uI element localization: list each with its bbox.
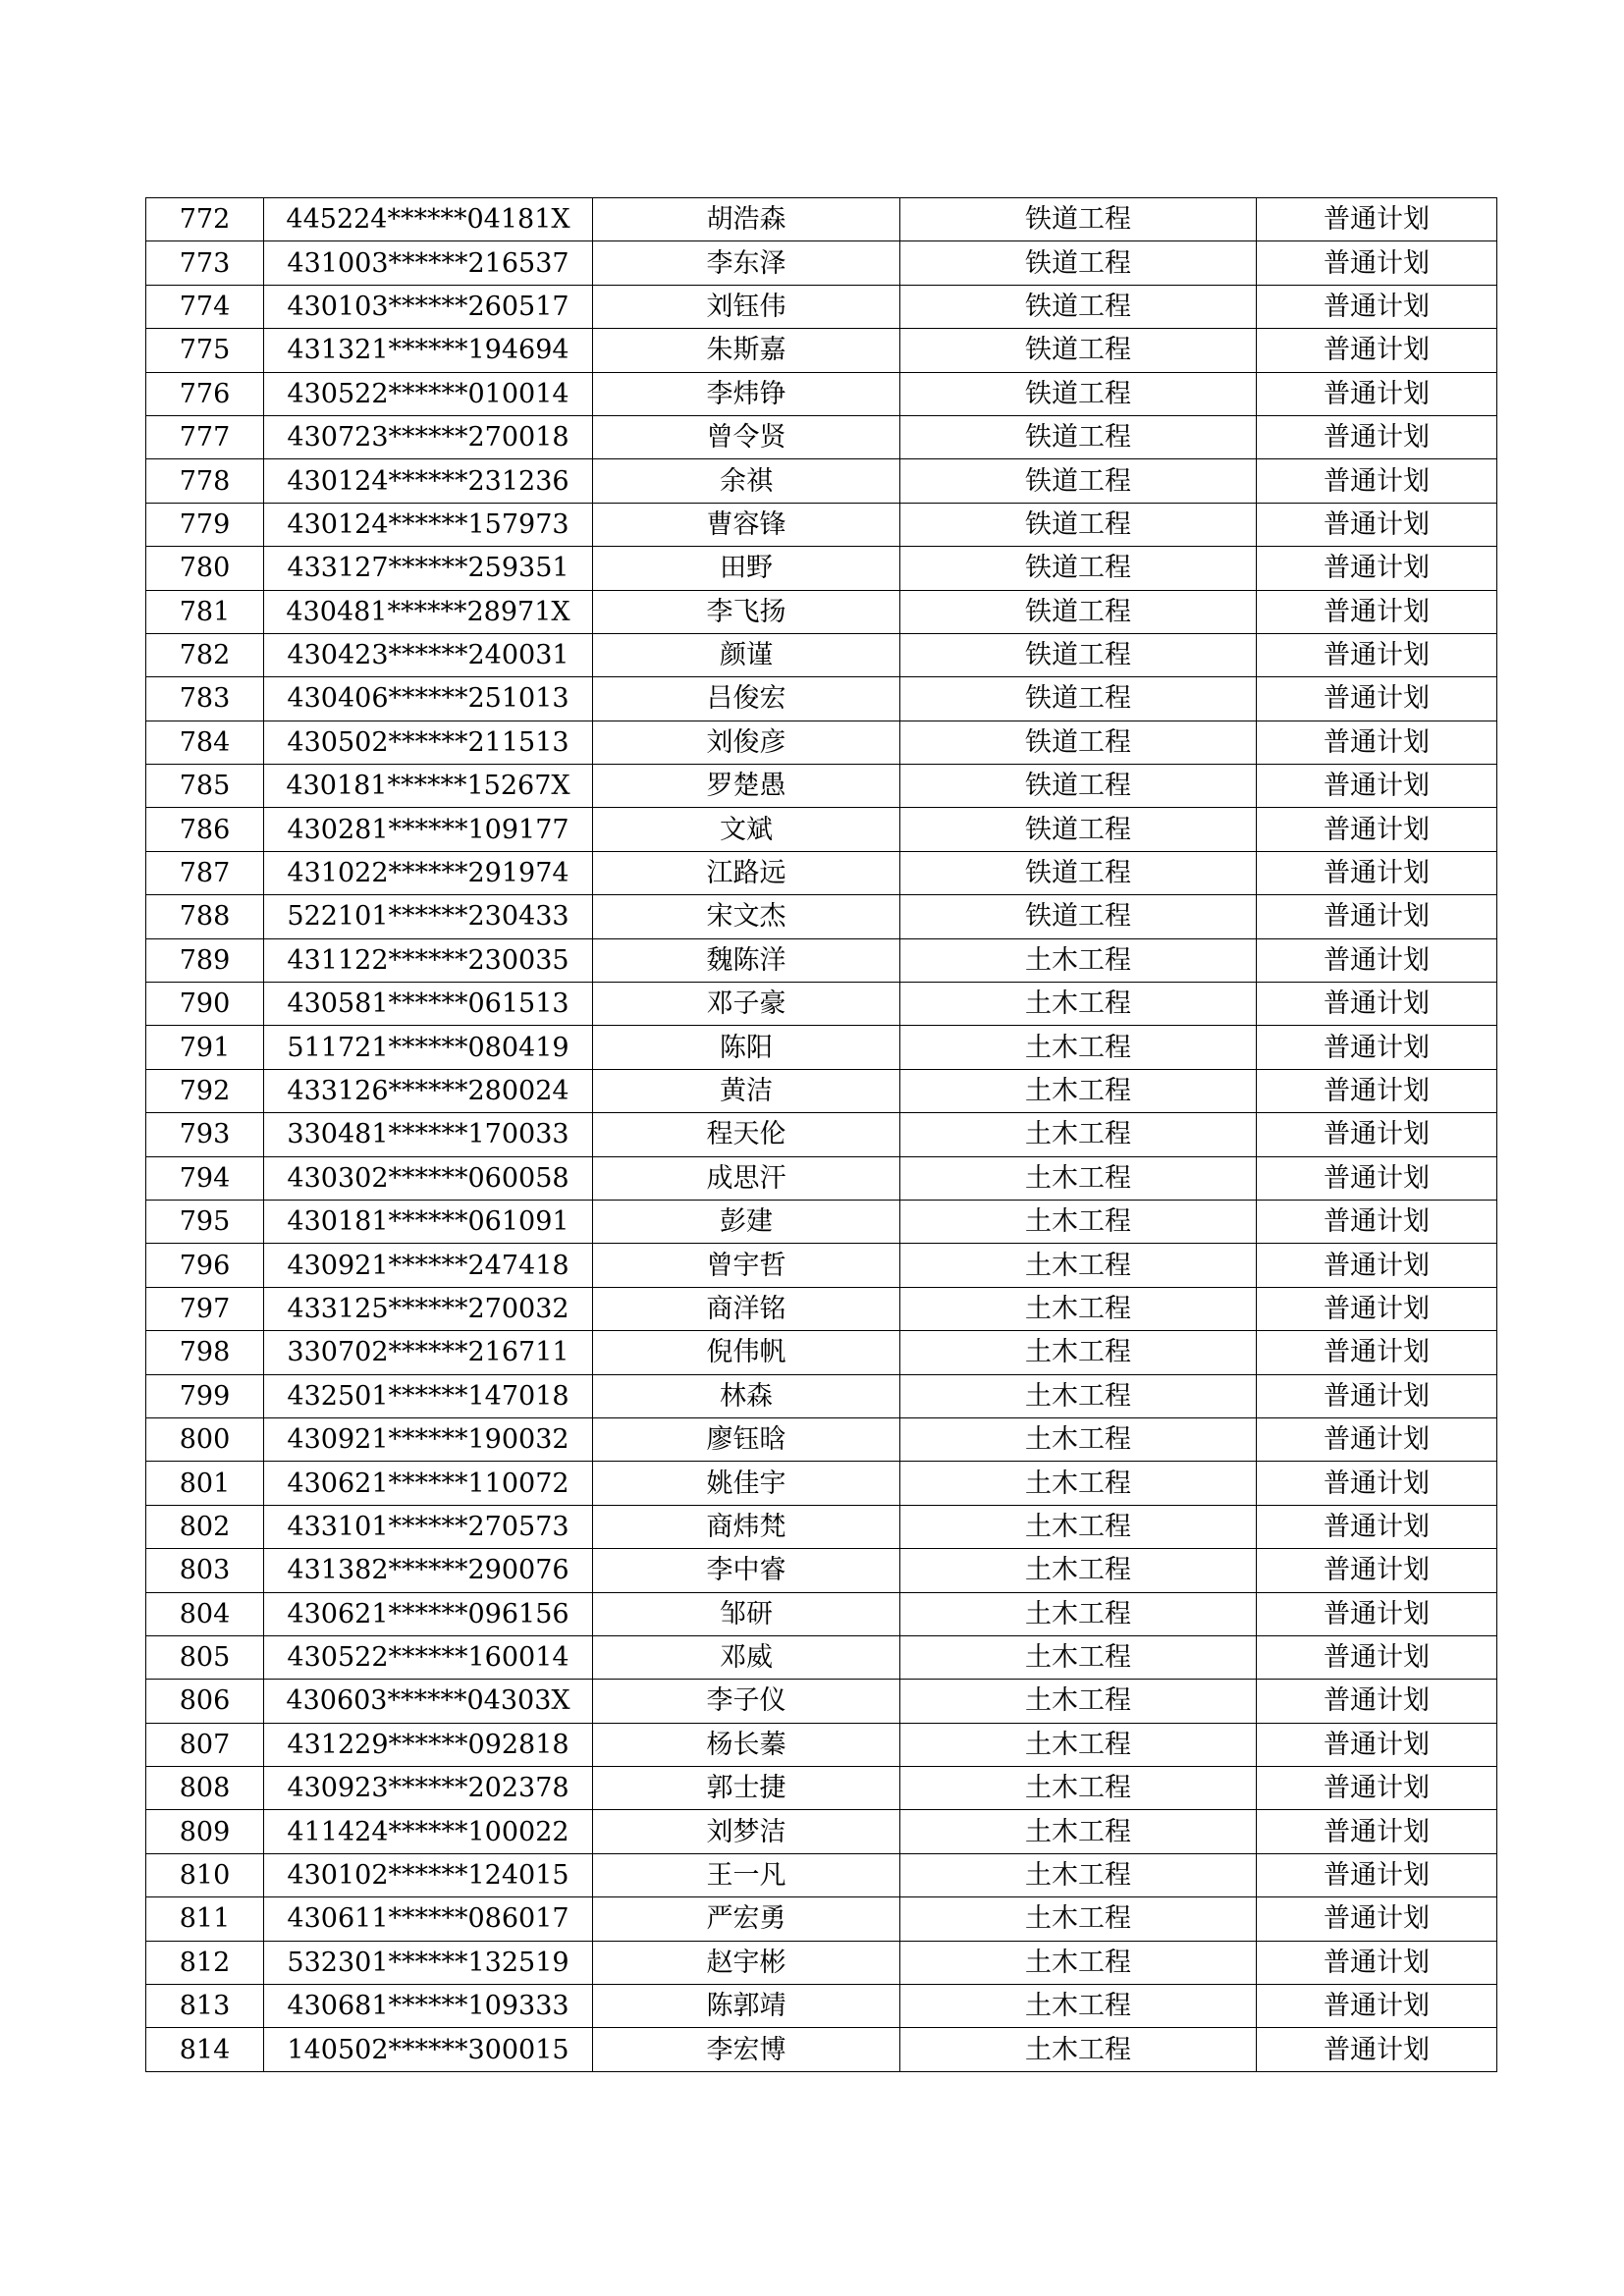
table-row bbox=[146, 1767, 1497, 1810]
id-number-cell: 431382******290076 bbox=[264, 1549, 593, 1592]
major-cell: 土木工程 bbox=[900, 1374, 1257, 1417]
major-cell: 铁道工程 bbox=[900, 633, 1257, 676]
id-number-cell: 433101******270573 bbox=[264, 1505, 593, 1548]
plan-cell: 普通计划 bbox=[1257, 1331, 1497, 1374]
major-cell: 土木工程 bbox=[900, 1985, 1257, 2028]
id-number-cell: 430281******109177 bbox=[264, 808, 593, 851]
plan-cell: 普通计划 bbox=[1257, 241, 1497, 285]
table-row bbox=[146, 547, 1497, 590]
major-cell: 铁道工程 bbox=[900, 851, 1257, 894]
plan-cell: 普通计划 bbox=[1257, 1200, 1497, 1243]
seq-cell: 779 bbox=[146, 503, 264, 546]
id-number-cell: 430921******247418 bbox=[264, 1244, 593, 1287]
plan-cell: 普通计划 bbox=[1257, 590, 1497, 633]
seq-cell: 772 bbox=[146, 198, 264, 241]
major-cell: 土木工程 bbox=[900, 1417, 1257, 1461]
plan-cell: 普通计划 bbox=[1257, 1897, 1497, 1941]
id-number-cell: 430502******211513 bbox=[264, 721, 593, 764]
table-row bbox=[146, 1680, 1497, 1723]
name-cell: 赵宇彬 bbox=[593, 1941, 900, 1984]
name-cell: 陈郭靖 bbox=[593, 1985, 900, 2028]
seq-cell: 803 bbox=[146, 1549, 264, 1592]
name-cell: 严宏勇 bbox=[593, 1897, 900, 1941]
name-cell: 邹研 bbox=[593, 1592, 900, 1635]
major-cell: 土木工程 bbox=[900, 938, 1257, 982]
seq-cell: 777 bbox=[146, 415, 264, 458]
seq-cell: 786 bbox=[146, 808, 264, 851]
name-cell: 李宏博 bbox=[593, 2028, 900, 2071]
major-cell: 土木工程 bbox=[900, 1200, 1257, 1243]
table-row bbox=[146, 241, 1497, 285]
id-number-cell: 430621******096156 bbox=[264, 1592, 593, 1635]
major-cell: 铁道工程 bbox=[900, 895, 1257, 938]
seq-cell: 774 bbox=[146, 285, 264, 328]
id-number-cell: 411424******100022 bbox=[264, 1810, 593, 1853]
major-cell: 土木工程 bbox=[900, 1549, 1257, 1592]
seq-cell: 804 bbox=[146, 1592, 264, 1635]
major-cell: 土木工程 bbox=[900, 1331, 1257, 1374]
plan-cell: 普通计划 bbox=[1257, 677, 1497, 721]
id-number-cell: 430921******190032 bbox=[264, 1417, 593, 1461]
major-cell: 铁道工程 bbox=[900, 808, 1257, 851]
name-cell: 刘梦洁 bbox=[593, 1810, 900, 1853]
id-number-cell: 430181******061091 bbox=[264, 1200, 593, 1243]
table-row bbox=[146, 590, 1497, 633]
major-cell: 土木工程 bbox=[900, 1635, 1257, 1679]
plan-cell: 普通计划 bbox=[1257, 1287, 1497, 1330]
table-row bbox=[146, 285, 1497, 328]
id-number-cell: 431229******092818 bbox=[264, 1723, 593, 1766]
plan-cell: 普通计划 bbox=[1257, 2028, 1497, 2071]
table-row bbox=[146, 721, 1497, 764]
major-cell: 土木工程 bbox=[900, 983, 1257, 1026]
id-number-cell: 430124******157973 bbox=[264, 503, 593, 546]
seq-cell: 788 bbox=[146, 895, 264, 938]
seq-cell: 792 bbox=[146, 1069, 264, 1112]
name-cell: 江路远 bbox=[593, 851, 900, 894]
name-cell: 魏陈洋 bbox=[593, 938, 900, 982]
table-row bbox=[146, 1156, 1497, 1200]
seq-cell: 800 bbox=[146, 1417, 264, 1461]
plan-cell: 普通计划 bbox=[1257, 198, 1497, 241]
major-cell: 铁道工程 bbox=[900, 329, 1257, 372]
name-cell: 曾令贤 bbox=[593, 415, 900, 458]
major-cell: 土木工程 bbox=[900, 1723, 1257, 1766]
name-cell: 商炜梵 bbox=[593, 1505, 900, 1548]
plan-cell: 普通计划 bbox=[1257, 1549, 1497, 1592]
plan-cell: 普通计划 bbox=[1257, 765, 1497, 808]
id-number-cell: 431321******194694 bbox=[264, 329, 593, 372]
id-number-cell: 522101******230433 bbox=[264, 895, 593, 938]
table-row bbox=[146, 1069, 1497, 1112]
name-cell: 王一凡 bbox=[593, 1853, 900, 1896]
seq-cell: 776 bbox=[146, 372, 264, 415]
seq-cell: 808 bbox=[146, 1767, 264, 1810]
id-number-cell: 430603******04303X bbox=[264, 1680, 593, 1723]
seq-cell: 809 bbox=[146, 1810, 264, 1853]
table-row bbox=[146, 415, 1497, 458]
id-number-cell: 430481******28971X bbox=[264, 590, 593, 633]
seq-cell: 812 bbox=[146, 1941, 264, 1984]
table-row bbox=[146, 1810, 1497, 1853]
major-cell: 土木工程 bbox=[900, 1287, 1257, 1330]
name-cell: 文斌 bbox=[593, 808, 900, 851]
plan-cell: 普通计划 bbox=[1257, 1985, 1497, 2028]
major-cell: 土木工程 bbox=[900, 1680, 1257, 1723]
name-cell: 郭士捷 bbox=[593, 1767, 900, 1810]
id-number-cell: 430102******124015 bbox=[264, 1853, 593, 1896]
plan-cell: 普通计划 bbox=[1257, 1244, 1497, 1287]
table-row bbox=[146, 1244, 1497, 1287]
plan-cell: 普通计划 bbox=[1257, 1592, 1497, 1635]
table-row bbox=[146, 938, 1497, 982]
seq-cell: 773 bbox=[146, 241, 264, 285]
name-cell: 曾宇哲 bbox=[593, 1244, 900, 1287]
plan-cell: 普通计划 bbox=[1257, 938, 1497, 982]
major-cell: 铁道工程 bbox=[900, 241, 1257, 285]
plan-cell: 普通计划 bbox=[1257, 633, 1497, 676]
table-row bbox=[146, 1635, 1497, 1679]
seq-cell: 795 bbox=[146, 1200, 264, 1243]
major-cell: 铁道工程 bbox=[900, 372, 1257, 415]
plan-cell: 普通计划 bbox=[1257, 1723, 1497, 1766]
major-cell: 土木工程 bbox=[900, 2028, 1257, 2071]
id-number-cell: 431003******216537 bbox=[264, 241, 593, 285]
major-cell: 土木工程 bbox=[900, 1462, 1257, 1505]
seq-cell: 781 bbox=[146, 590, 264, 633]
plan-cell: 普通计划 bbox=[1257, 1680, 1497, 1723]
plan-cell: 普通计划 bbox=[1257, 1156, 1497, 1200]
major-cell: 铁道工程 bbox=[900, 721, 1257, 764]
id-number-cell: 430124******231236 bbox=[264, 459, 593, 503]
seq-cell: 793 bbox=[146, 1113, 264, 1156]
seq-cell: 810 bbox=[146, 1853, 264, 1896]
name-cell: 刘钰伟 bbox=[593, 285, 900, 328]
name-cell: 邓威 bbox=[593, 1635, 900, 1679]
id-number-cell: 430581******061513 bbox=[264, 983, 593, 1026]
seq-cell: 813 bbox=[146, 1985, 264, 2028]
table-row bbox=[146, 983, 1497, 1026]
name-cell: 成思汗 bbox=[593, 1156, 900, 1200]
id-number-cell: 330481******170033 bbox=[264, 1113, 593, 1156]
table-row bbox=[146, 808, 1497, 851]
id-number-cell: 430181******15267X bbox=[264, 765, 593, 808]
plan-cell: 普通计划 bbox=[1257, 285, 1497, 328]
id-number-cell: 433127******259351 bbox=[264, 547, 593, 590]
table-row bbox=[146, 1723, 1497, 1766]
major-cell: 土木工程 bbox=[900, 1592, 1257, 1635]
major-cell: 铁道工程 bbox=[900, 415, 1257, 458]
table-row bbox=[146, 2028, 1497, 2071]
table-row bbox=[146, 1853, 1497, 1896]
id-number-cell: 430423******240031 bbox=[264, 633, 593, 676]
seq-cell: 806 bbox=[146, 1680, 264, 1723]
table-row bbox=[146, 1417, 1497, 1461]
roster-table bbox=[145, 197, 1497, 2072]
seq-cell: 787 bbox=[146, 851, 264, 894]
name-cell: 倪伟帆 bbox=[593, 1331, 900, 1374]
table-row bbox=[146, 765, 1497, 808]
id-number-cell: 430522******010014 bbox=[264, 372, 593, 415]
plan-cell: 普通计划 bbox=[1257, 329, 1497, 372]
major-cell: 土木工程 bbox=[900, 1069, 1257, 1112]
plan-cell: 普通计划 bbox=[1257, 851, 1497, 894]
table-row bbox=[146, 1200, 1497, 1243]
plan-cell: 普通计划 bbox=[1257, 1374, 1497, 1417]
name-cell: 曹容锋 bbox=[593, 503, 900, 546]
id-number-cell: 431122******230035 bbox=[264, 938, 593, 982]
plan-cell: 普通计划 bbox=[1257, 372, 1497, 415]
name-cell: 李飞扬 bbox=[593, 590, 900, 633]
id-number-cell: 430406******251013 bbox=[264, 677, 593, 721]
seq-cell: 797 bbox=[146, 1287, 264, 1330]
id-number-cell: 330702******216711 bbox=[264, 1331, 593, 1374]
seq-cell: 807 bbox=[146, 1723, 264, 1766]
id-number-cell: 430103******260517 bbox=[264, 285, 593, 328]
name-cell: 宋文杰 bbox=[593, 895, 900, 938]
seq-cell: 783 bbox=[146, 677, 264, 721]
seq-cell: 780 bbox=[146, 547, 264, 590]
id-number-cell: 433125******270032 bbox=[264, 1287, 593, 1330]
major-cell: 土木工程 bbox=[900, 1767, 1257, 1810]
id-number-cell: 430681******109333 bbox=[264, 1985, 593, 2028]
seq-cell: 801 bbox=[146, 1462, 264, 1505]
id-number-cell: 430611******086017 bbox=[264, 1897, 593, 1941]
name-cell: 李炜铮 bbox=[593, 372, 900, 415]
seq-cell: 782 bbox=[146, 633, 264, 676]
table-row bbox=[146, 372, 1497, 415]
id-number-cell: 445224******04181X bbox=[264, 198, 593, 241]
plan-cell: 普通计划 bbox=[1257, 459, 1497, 503]
table-row bbox=[146, 1941, 1497, 1984]
major-cell: 土木工程 bbox=[900, 1941, 1257, 1984]
id-number-cell: 430522******160014 bbox=[264, 1635, 593, 1679]
name-cell: 李东泽 bbox=[593, 241, 900, 285]
roster-body bbox=[146, 198, 1497, 2072]
name-cell: 颜谨 bbox=[593, 633, 900, 676]
plan-cell: 普通计划 bbox=[1257, 1635, 1497, 1679]
plan-cell: 普通计划 bbox=[1257, 808, 1497, 851]
name-cell: 杨长蓁 bbox=[593, 1723, 900, 1766]
seq-cell: 784 bbox=[146, 721, 264, 764]
seq-cell: 814 bbox=[146, 2028, 264, 2071]
name-cell: 廖钰晗 bbox=[593, 1417, 900, 1461]
major-cell: 铁道工程 bbox=[900, 198, 1257, 241]
major-cell: 土木工程 bbox=[900, 1113, 1257, 1156]
major-cell: 铁道工程 bbox=[900, 547, 1257, 590]
major-cell: 土木工程 bbox=[900, 1853, 1257, 1896]
major-cell: 铁道工程 bbox=[900, 459, 1257, 503]
id-number-cell: 433126******280024 bbox=[264, 1069, 593, 1112]
name-cell: 吕俊宏 bbox=[593, 677, 900, 721]
table-row bbox=[146, 633, 1497, 676]
table-row bbox=[146, 1505, 1497, 1548]
table-row bbox=[146, 1897, 1497, 1941]
name-cell: 彭建 bbox=[593, 1200, 900, 1243]
name-cell: 朱斯嘉 bbox=[593, 329, 900, 372]
seq-cell: 802 bbox=[146, 1505, 264, 1548]
table-row bbox=[146, 1592, 1497, 1635]
major-cell: 土木工程 bbox=[900, 1810, 1257, 1853]
seq-cell: 775 bbox=[146, 329, 264, 372]
major-cell: 铁道工程 bbox=[900, 590, 1257, 633]
table-row bbox=[146, 1374, 1497, 1417]
plan-cell: 普通计划 bbox=[1257, 1026, 1497, 1069]
plan-cell: 普通计划 bbox=[1257, 1853, 1497, 1896]
major-cell: 土木工程 bbox=[900, 1244, 1257, 1287]
seq-cell: 796 bbox=[146, 1244, 264, 1287]
table-row bbox=[146, 1549, 1497, 1592]
plan-cell: 普通计划 bbox=[1257, 1810, 1497, 1853]
table-row bbox=[146, 851, 1497, 894]
major-cell: 铁道工程 bbox=[900, 503, 1257, 546]
name-cell: 程天伦 bbox=[593, 1113, 900, 1156]
plan-cell: 普通计划 bbox=[1257, 547, 1497, 590]
id-number-cell: 430621******110072 bbox=[264, 1462, 593, 1505]
plan-cell: 普通计划 bbox=[1257, 983, 1497, 1026]
table-row bbox=[146, 1985, 1497, 2028]
plan-cell: 普通计划 bbox=[1257, 1505, 1497, 1548]
table-row bbox=[146, 503, 1497, 546]
plan-cell: 普通计划 bbox=[1257, 721, 1497, 764]
plan-cell: 普通计划 bbox=[1257, 415, 1497, 458]
name-cell: 罗楚愚 bbox=[593, 765, 900, 808]
table-row bbox=[146, 329, 1497, 372]
major-cell: 土木工程 bbox=[900, 1156, 1257, 1200]
id-number-cell: 432501******147018 bbox=[264, 1374, 593, 1417]
seq-cell: 794 bbox=[146, 1156, 264, 1200]
table-row bbox=[146, 459, 1497, 503]
major-cell: 土木工程 bbox=[900, 1026, 1257, 1069]
name-cell: 李中睿 bbox=[593, 1549, 900, 1592]
plan-cell: 普通计划 bbox=[1257, 1941, 1497, 1984]
name-cell: 李子仪 bbox=[593, 1680, 900, 1723]
table-row bbox=[146, 677, 1497, 721]
table-row bbox=[146, 1462, 1497, 1505]
seq-cell: 798 bbox=[146, 1331, 264, 1374]
name-cell: 胡浩森 bbox=[593, 198, 900, 241]
name-cell: 陈阳 bbox=[593, 1026, 900, 1069]
plan-cell: 普通计划 bbox=[1257, 1462, 1497, 1505]
plan-cell: 普通计划 bbox=[1257, 1767, 1497, 1810]
plan-cell: 普通计划 bbox=[1257, 1113, 1497, 1156]
name-cell: 商洋铭 bbox=[593, 1287, 900, 1330]
plan-cell: 普通计划 bbox=[1257, 503, 1497, 546]
id-number-cell: 140502******300015 bbox=[264, 2028, 593, 2071]
name-cell: 余祺 bbox=[593, 459, 900, 503]
name-cell: 姚佳宇 bbox=[593, 1462, 900, 1505]
id-number-cell: 431022******291974 bbox=[264, 851, 593, 894]
name-cell: 林森 bbox=[593, 1374, 900, 1417]
seq-cell: 791 bbox=[146, 1026, 264, 1069]
table-row bbox=[146, 1287, 1497, 1330]
name-cell: 邓子豪 bbox=[593, 983, 900, 1026]
name-cell: 田野 bbox=[593, 547, 900, 590]
seq-cell: 799 bbox=[146, 1374, 264, 1417]
seq-cell: 789 bbox=[146, 938, 264, 982]
seq-cell: 811 bbox=[146, 1897, 264, 1941]
id-number-cell: 430923******202378 bbox=[264, 1767, 593, 1810]
table-row bbox=[146, 1331, 1497, 1374]
major-cell: 土木工程 bbox=[900, 1897, 1257, 1941]
id-number-cell: 511721******080419 bbox=[264, 1026, 593, 1069]
name-cell: 刘俊彦 bbox=[593, 721, 900, 764]
id-number-cell: 532301******132519 bbox=[264, 1941, 593, 1984]
seq-cell: 785 bbox=[146, 765, 264, 808]
id-number-cell: 430302******060058 bbox=[264, 1156, 593, 1200]
name-cell: 黄洁 bbox=[593, 1069, 900, 1112]
id-number-cell: 430723******270018 bbox=[264, 415, 593, 458]
plan-cell: 普通计划 bbox=[1257, 895, 1497, 938]
table-row bbox=[146, 1113, 1497, 1156]
table-row bbox=[146, 1026, 1497, 1069]
major-cell: 铁道工程 bbox=[900, 285, 1257, 328]
seq-cell: 805 bbox=[146, 1635, 264, 1679]
major-cell: 铁道工程 bbox=[900, 677, 1257, 721]
plan-cell: 普通计划 bbox=[1257, 1417, 1497, 1461]
major-cell: 铁道工程 bbox=[900, 765, 1257, 808]
table-row bbox=[146, 895, 1497, 938]
plan-cell: 普通计划 bbox=[1257, 1069, 1497, 1112]
table-row bbox=[146, 198, 1497, 241]
seq-cell: 790 bbox=[146, 983, 264, 1026]
seq-cell: 778 bbox=[146, 459, 264, 503]
major-cell: 土木工程 bbox=[900, 1505, 1257, 1548]
